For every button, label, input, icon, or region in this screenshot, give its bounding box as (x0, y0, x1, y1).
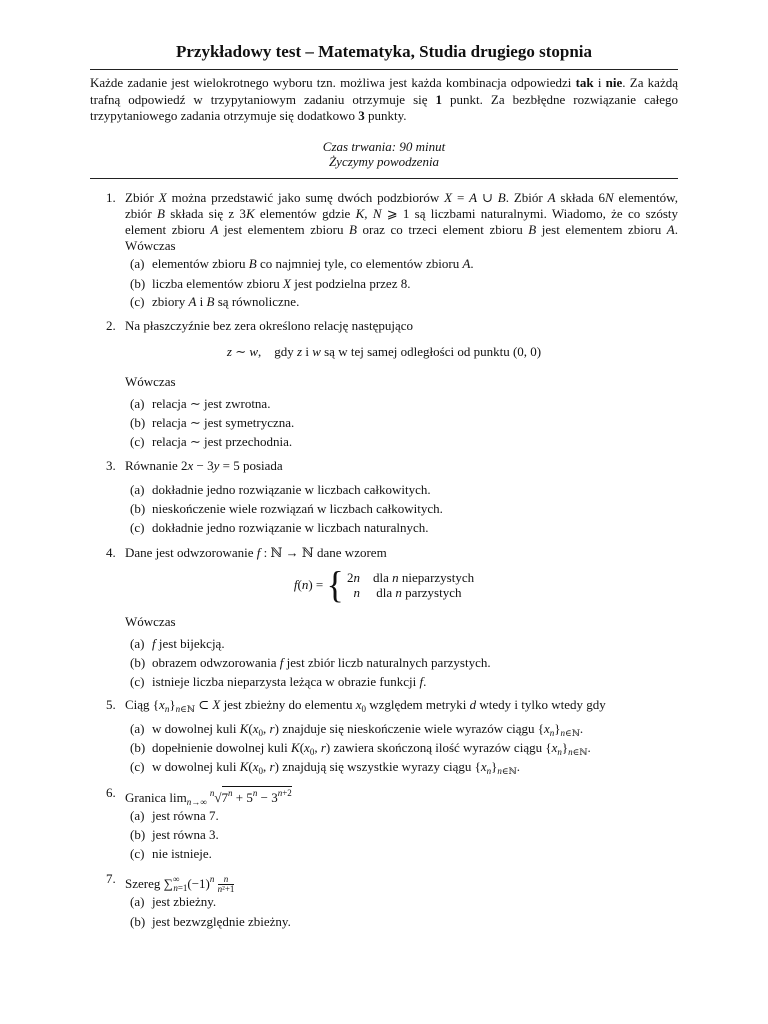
question-number: 4. (106, 545, 116, 560)
question-number: 6. (106, 785, 116, 800)
option-text: jest bezwzględnie zbieżny. (152, 914, 291, 929)
case-even: n dla n parzystych (353, 585, 462, 600)
page-title: Przykładowy test – Matematyka, Studia drugiego stopnia (175, 42, 593, 61)
option-b (130, 415, 678, 431)
option-label: (c) (130, 520, 145, 535)
option-label: (c) (130, 759, 145, 774)
option-c (130, 520, 678, 536)
piecewise-formula (90, 564, 678, 606)
intro-text-3: . Za każdą trafną odpowiedź w trzypytaniowym zadaniu otrzymuje się (90, 75, 678, 107)
option-b (130, 914, 678, 930)
option-text: relacja ∼ jest zwrotna. (152, 396, 271, 411)
then-word: Wówczas (125, 374, 176, 389)
intro-points-three: 3 (358, 108, 365, 123)
option-label: (a) (130, 808, 145, 823)
formula-lhs: f(n) = (293, 577, 324, 592)
option-label: (a) (130, 396, 145, 411)
intro-text-2: i (593, 75, 606, 90)
question-number: 5. (106, 697, 116, 712)
intro-text-5: punkty. (364, 108, 407, 123)
option-text: jest równa 7. (152, 808, 219, 823)
option-text: dokładnie jedno rozwiązanie w liczbach naturalnych. (152, 520, 429, 535)
option-text: nieskończenie wiele rozwiązań w liczbach całkowitych. (152, 501, 443, 516)
intro-text-4: punkt. Za bezbłędne rozwiązanie całego trzypytaniowego zadania otrzymuje się dodatkowo (90, 91, 678, 123)
question-number: 3. (106, 458, 116, 473)
question-text: Zbiór X można przedstawić jako sumę dwóch podzbiorów X = A ∪ B. Zbiór A składa 6N elementów, zbiór B składa się z 3K elementów gdzie K, N ⩾ 1 są liczbami naturalnymi. Wiadomo, że co szósty element zbioru A jest elementem zbioru B oraz co trzeci element zbioru B jest elementem zbioru A. Wówczas (125, 190, 679, 253)
question-text: Granica $\lim_{n\to\infty} ^n√7^n + 5^n - 3^{n+2}$ (125, 788, 292, 807)
option-b (130, 740, 678, 760)
option-label: (c) (130, 294, 145, 309)
option-a (130, 256, 678, 272)
option-c (130, 674, 678, 690)
option-text: dopełnienie dowolnej kuli $K(x_0$, r) zawiera skończoną ilość wyrazów ciągu $\{x_n\}_{n\in ℕ}$. (152, 740, 591, 757)
option-c (130, 294, 678, 310)
duration-line: Czas trwania: 90 minut (322, 139, 446, 154)
option-label: (a) (130, 721, 145, 736)
option-a (130, 721, 678, 741)
option-text: w dowolnej kuli $K(x_0$, r) znajdują się wszystkie wyrazy ciągu $\{x_n\}_{n\in ℕ}$. (152, 759, 521, 776)
question-text: Równanie 2x − 3y = 5 posiada (125, 458, 283, 473)
option-text: relacja ∼ jest przechodnia. (152, 434, 293, 449)
question-text: Szereg $\sum^\infty_{n=1}(-1)^n$ $\frac{n}{\text{n²+1}}$ (125, 874, 235, 894)
option-label: (b) (130, 740, 146, 755)
instructions-paragraph (90, 75, 678, 125)
intro-nie: nie (605, 75, 623, 90)
option-b (130, 827, 678, 843)
option-label: (a) (130, 482, 145, 497)
option-c (130, 846, 678, 862)
option-label: (c) (130, 846, 145, 861)
title-rule (90, 69, 678, 70)
formula-cases (347, 570, 474, 600)
option-text: jest równa 3. (152, 827, 219, 842)
relation-formula: z ∼ w, gdy z i w są w tej samej odległości od punktu (0, 0) (226, 344, 542, 359)
option-label: (a) (130, 894, 145, 909)
option-text: w dowolnej kuli $K(x_0$, r) znajduje się nieskończenie wiele wyrazów ciągu $\{x_n\}_{n\in ℕ}$. (152, 721, 584, 738)
question-text: Dane jest odwzorowanie f : ℕ → ℕ dane wzorem (125, 545, 387, 560)
option-text: liczba elementów zbioru X jest podzielna przez 8. (152, 276, 411, 291)
intro-text-1: Każde zadanie jest wielokrotnego wyboru tzn. możliwa jest każda kombinacja odpowiedzi (90, 75, 576, 90)
option-text: nie istnieje. (152, 846, 212, 861)
option-c (130, 434, 678, 450)
then-word: Wówczas (125, 614, 176, 629)
brace-symbol: { (326, 564, 344, 606)
option-b (130, 655, 678, 671)
option-label: (b) (130, 276, 146, 291)
option-text: elementów zbioru B co najmniej tyle, co elementów zbioru A. (152, 256, 474, 271)
wishes-line: Życzymy powodzenia (328, 154, 440, 169)
option-text: jest zbieżny. (152, 894, 217, 909)
intro-tak: tak (575, 75, 594, 90)
option-label: (a) (130, 636, 145, 651)
header-rule (90, 178, 678, 179)
option-b (130, 501, 678, 517)
question-number: 7. (106, 871, 116, 886)
option-label: (b) (130, 501, 146, 516)
option-text: dokładnie jedno rozwiązanie w liczbach całkowitych. (152, 482, 431, 497)
option-a (130, 636, 678, 652)
option-a (130, 894, 678, 910)
case-odd: 2n dla n nieparzystych (347, 570, 475, 585)
option-b (130, 276, 678, 292)
option-text: obrazem odwzorowania f jest zbiór liczb naturalnych parzystych. (152, 655, 491, 670)
question-number: 2. (106, 318, 116, 333)
question-number: 1. (106, 190, 116, 205)
question-text: Na płaszczyźnie bez zera określono relację następująco (125, 318, 414, 333)
option-label: (c) (130, 434, 145, 449)
option-text: istnieje liczba nieparzysta leżąca w obrazie funkcji f. (152, 674, 427, 689)
option-label: (b) (130, 914, 146, 929)
intro-points-one: 1 (435, 91, 443, 107)
option-label: (b) (130, 415, 146, 430)
option-a (130, 482, 678, 498)
option-c (130, 759, 678, 779)
option-label: (c) (130, 674, 145, 689)
option-text: relacja ∼ jest symetryczna. (152, 415, 295, 430)
option-label: (a) (130, 256, 145, 271)
option-label: (b) (130, 655, 146, 670)
option-a (130, 808, 678, 824)
option-text: f jest bijekcją. (152, 636, 225, 651)
question-text: Ciąg $\{x_n\}_{n\in ℕ}$ ⊂ X jest zbieżny do elementu $x_0$ względem metryki d wtedy i tylko wtedy gdy (125, 697, 606, 714)
option-text: zbiory A i B są równoliczne. (152, 294, 300, 309)
option-a (130, 396, 678, 412)
option-label: (b) (130, 827, 146, 842)
